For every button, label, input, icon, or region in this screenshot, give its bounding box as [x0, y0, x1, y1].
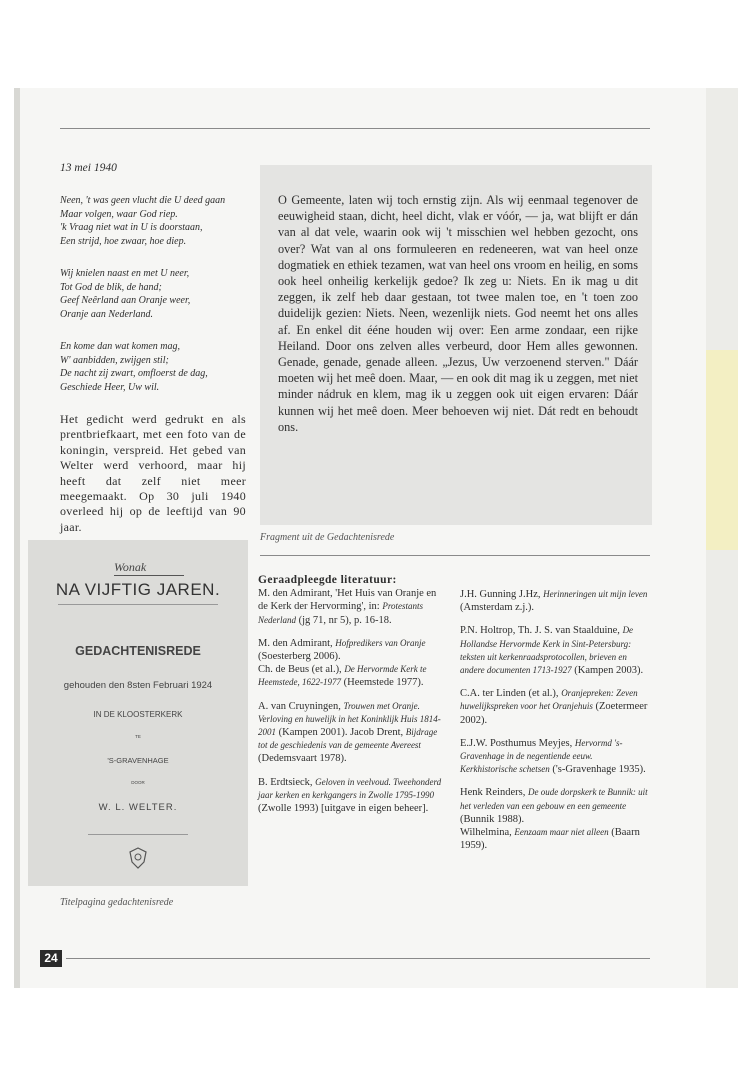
poem-line: Maar volgen, waar God riep. — [60, 208, 178, 220]
literature-column-2 — [460, 588, 648, 862]
literature-entry: Henk Reinders, De oude dorpskerk te Bunnik: uit het verleden van een gebouw en een gemeente (Bunnik 1988). Wilhelmina, Eenzaam maar niet alleen (Baarn 1959). — [460, 787, 648, 852]
next-page-edge-lower — [706, 550, 738, 988]
poem-line: Wij knielen naast en met U neer, — [60, 268, 190, 279]
poem-line: Een strijd, hoe zwaar, hoe diep. — [60, 235, 187, 247]
poem-line: Geschiede Heer, Uw wil. — [60, 381, 160, 393]
poem-line: 'k Vraag niet wat in U is doorstaan, — [60, 222, 203, 233]
literature-entry: B. Erdtsieck, Geloven in veelvoud. Tweehonderd jaar kerken en kerkgangers in Zwolle 1795-1990 (Zwolle 1993) [uitgave in eigen beheer]. — [258, 776, 442, 815]
mid-rule — [260, 555, 650, 556]
quote-caption: Fragment uit de Gedachtenisrede — [260, 532, 395, 543]
poem-line: Tot God de blik, de hand; — [60, 281, 162, 293]
title-page-te: TE — [135, 734, 141, 739]
literature-entry: P.N. Holtrop, Th. J. S. van Staalduine, De Hollandse Hervormde Kerk in Sint-Petersburg: teksten uit kerkenraadsprotocollen, brieven en andere documenten 1713-1927 (Kampen 2003). — [460, 625, 644, 677]
title-page-date: gehouden den 8sten Februari 1924 — [63, 680, 213, 691]
literature-entry: M. den Admirant, 'Het Huis van Oranje en de Kerk der Hervorming', in: Protestants Nederland (jg 71, nr 5), p. 16-18. — [258, 588, 437, 626]
literature-entry: J.H. Gunning J.Hz, Herinneringen uit mijn leven (Amsterdam z.j.). — [460, 589, 648, 614]
title-page-heading: NA VIJFTIG JAREN. — [55, 580, 221, 599]
poem-line: W' aanbidden, zwijgen stil; — [60, 354, 169, 366]
literature-entry: M. den Admirant, Hofpredikers van Oranje (Soesterberg 2006). Ch. de Beus (et al.), De Hervormde Kerk te Heemstede, 1622-1977 (Heemstede 1977). — [258, 637, 427, 689]
poem-line: En kome dan wat komen mag, — [60, 341, 180, 352]
literature-column-1 — [258, 574, 446, 825]
poem-stanza-2 — [60, 267, 190, 321]
poem-line: De nacht zij zwart, omfloerst de dag, — [60, 368, 208, 379]
poem-line: Neen, 't was geen vlucht die U deed gaan — [60, 195, 226, 206]
poem-line: Oranje aan Nederland. — [60, 308, 154, 320]
title-page-author: W. L. WELTER. — [98, 802, 178, 813]
next-page-edge — [706, 88, 738, 350]
title-page-church: IN DE KLOOSTERKERK — [93, 710, 183, 719]
handwritten-signature: Wonak — [114, 560, 184, 576]
title-page-rule-bottom — [88, 834, 188, 835]
title-page-caption: Titelpagina gedachtenisrede — [60, 897, 174, 908]
page-number: 24 — [40, 950, 62, 967]
literature-heading: Geraadpleegde literatuur: — [258, 574, 397, 586]
literature-entry: E.J.W. Posthumus Meyjes, Hervormd 's-Gravenhage in de negentiende eeuw. Kerkhistorische schetsen ('s-Gravenhage 1935). — [460, 737, 646, 776]
sermon-quote: O Gemeente, laten wij toch ernstig zijn. Als wij eenmaal tegenover de eeuwigheid staan, dicht, heel dicht, vlak er vóór, — ja, wat blijft er dán van al dat vele, waarin ook wij 't misschien wel hebben gezocht, ons over? Wat van al ons formuleeren en redeneeren, wat van heel onze dogmatiek en ethiek tezamen, wat van heel ons vroom en heilig, en soms ook heel onheilig kerkelijk gedoe? Ik zeg u: Niets. En ik mag u dit zeggen, ik zelf heb daar gestaan, tot twee malen toe, en 't toen zoo duidelijk gezien: Niets. Neen, wezenlijk niets. God neemt het ons alles af. En enkel dit ééne houden wij over: Een arme zondaar, een rijke Heiland. Door ons zelven alles verbeurd, door Hem alles gewonnen. Genade, genade, genade alleen. „Jezus, Uw verzoenend sterven." Dáár moeten wij het meê doen. Maar, — en ook dit mag ik u zeggen, met niet minder nádruk en klem, mag ik u zeggen ook uit eigen ervaren: Dáár kunnen wij het meê doen. Meer behoeven wij niet. Dát redt en behoudt ons. — [278, 193, 638, 434]
literature-entry: A. van Cruyningen, Trouwen met Oranje. Verloving en huwelijk in het Koninklijk Huis 1814-2001 (Kampen 2001). Jacob Drent, Bijdrage tot de geschiedenis van de gemeente Avereest (Dedemsvaart 1978). — [258, 700, 441, 765]
page-spine — [14, 88, 20, 988]
poem-date: 13 mei 1940 — [60, 162, 117, 174]
crest-icon — [126, 846, 150, 870]
bottom-rule — [66, 958, 650, 959]
title-page-city: 'S-GRAVENHAGE — [107, 756, 169, 765]
poem-stanza-1 — [60, 194, 225, 248]
title-page-door: DOOR — [131, 780, 145, 785]
top-rule — [60, 128, 650, 129]
poem-stanza-3 — [60, 340, 208, 394]
bio-paragraph: Het gedicht werd gedrukt en als prentbriefkaart, met een foto van de koningin, verspreid. Het gebed van Welter werd verhoord, maar hij heeft dat zelf niet meer meegemaakt. Op 30 juli 1940 overleed hij op de leeftijd van 90 jaar. — [60, 412, 246, 534]
title-page-image — [28, 540, 248, 886]
literature-entry: C.A. ter Linden (et al.), Oranjepreken: Zeven huwelijkspreken voor het Oranjehuis (Zoetermeer 2002). — [460, 688, 648, 726]
poem-line: Geef Neêrland aan Oranje weer, — [60, 295, 191, 306]
title-page-rule — [58, 604, 218, 605]
yellow-tab — [706, 350, 738, 550]
title-page-subtitle: GEDACHTENISREDE — [75, 644, 201, 658]
